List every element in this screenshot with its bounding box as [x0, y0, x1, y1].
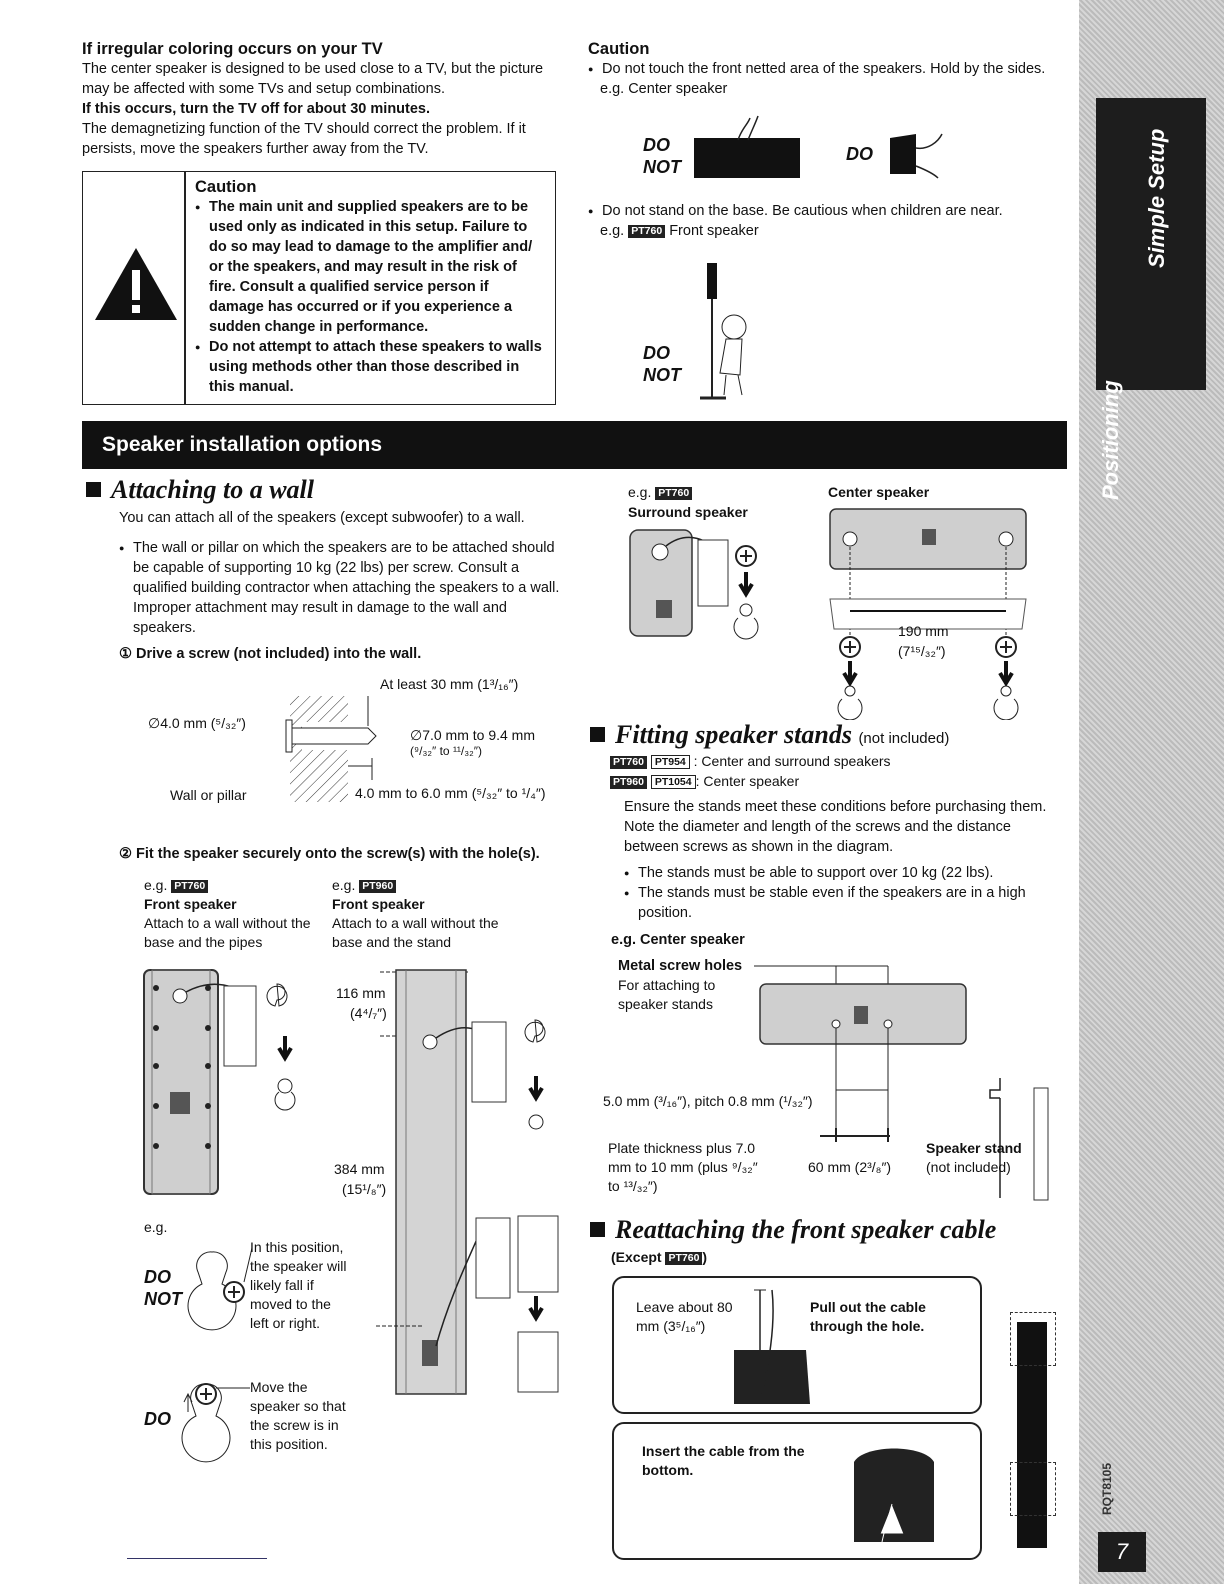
surround-speaker-sketch	[626, 526, 776, 644]
stands-title-note: (not included)	[858, 730, 950, 747]
dim-190: 190 mm	[898, 623, 949, 639]
reattach-insert: Insert the cable from the bottom.	[642, 1443, 805, 1478]
wall-col1	[144, 876, 314, 952]
pt760-tag-col1: PT760	[171, 880, 208, 893]
reattach-step2-box	[612, 1422, 982, 1560]
front-speaker-back-sketch	[142, 966, 302, 1201]
warning-icon	[93, 244, 179, 324]
coloring-p3: The demagnetizing function of the TV should correct the problem. If it persists, move the speakers further away from the TV.	[82, 121, 526, 157]
stands-eg: e.g. Center speaker	[611, 932, 745, 948]
pt960-tag-stands: PT960	[610, 776, 647, 789]
child-on-stand-sketch	[690, 255, 770, 405]
caution-box-title: Caution	[195, 178, 257, 196]
keyhole-wrong-sketch	[184, 1246, 254, 1346]
cable-insert-sketch	[844, 1438, 944, 1548]
stands-bullet-1: ● The stands must be able to support over 10 kg (22 lbs).	[624, 863, 1064, 883]
stands-line2-text: : Center speaker	[695, 773, 800, 789]
stands-line1	[610, 752, 891, 771]
do-label-1: DO	[846, 144, 873, 164]
doc-code: RQT8105	[1100, 1462, 1114, 1515]
holes-text: For attaching to speaker stands	[618, 977, 716, 1012]
wall-title: Attaching to a wall	[111, 475, 314, 504]
stands-title: Fitting speaker stands	[615, 720, 852, 749]
dim-60: 60 mm (2³/₈″)	[808, 1159, 892, 1175]
pt1054-tag: PT1054	[651, 775, 696, 789]
wall-step2: ② Fit the speaker securely onto the screw(s) with the hole(s).	[119, 846, 540, 862]
pt760-tag-stands: PT760	[610, 756, 647, 769]
caution-right-eg2-prefix: e.g.	[600, 223, 625, 239]
col1-text: Attach to a wall without the base and the pipes	[144, 915, 311, 950]
do-text: Move the speaker so that the screw is in this position.	[250, 1379, 346, 1452]
do-not-text: In this position, the speaker will likely fall if moved to the left or right.	[250, 1239, 347, 1331]
dim-384-in: (15¹/₈″)	[342, 1181, 387, 1197]
reattach-leave: Leave about 80 mm (3⁵/₁₆″)	[636, 1299, 733, 1334]
do-not-label-3: DO NOT	[144, 1267, 182, 1309]
stands-line2	[610, 772, 799, 791]
reattach-title: Reattaching the front speaker cable	[615, 1215, 997, 1244]
center-speaker-wall-sketch	[826, 505, 1036, 720]
detail-marker-bottom	[1010, 1462, 1056, 1516]
dim-wall: Wall or pillar	[170, 787, 247, 803]
col2-eg: e.g.	[332, 877, 356, 893]
reattach-heading	[590, 1215, 996, 1245]
cable-pull-sketch	[732, 1286, 812, 1406]
footer-line	[127, 1558, 267, 1559]
wall-bullet	[119, 538, 569, 638]
reattach-except-end: )	[702, 1249, 708, 1265]
dim-116-in: (4⁴/₇″)	[350, 1005, 387, 1021]
stands-bullet-2: ● The stands must be stable even if the speakers are in a high position.	[624, 883, 1064, 923]
caution-item-1: ● The main unit and supplied speakers are to be used only as indicated in this setup. Failure to do so may lead to damage to the amplifier and/ or the speakers, and may result in the risk of fire. Consult a qualified service person if damage has occurred or if you experience a sudden change in performance.	[195, 197, 545, 337]
side-tab-simple-label: Simple Setup	[1144, 128, 1169, 268]
caution-right-2	[588, 201, 1068, 241]
dim-190-in: (7¹⁵/₃₂″)	[898, 643, 946, 659]
side-tab-simple-setup	[1096, 98, 1206, 390]
surround-eg-text: e.g.	[628, 484, 652, 500]
do-label-2: DO	[144, 1409, 171, 1429]
caution-right-item-1: ● Do not touch the front netted area of the speakers. Hold by the sides.	[588, 59, 1068, 79]
holes-title: Metal screw holes	[618, 958, 743, 974]
pt760-tag-surround: PT760	[655, 487, 692, 500]
wall-intro: You can attach all of the speakers (except subwoofer) to a wall.	[119, 510, 525, 526]
dim-pitch: 5.0 mm (³/₁₆″), pitch 0.8 mm (¹/₃₂″)	[603, 1093, 813, 1109]
stand-title: Speaker stand	[926, 1140, 1022, 1156]
dim-dia7-in: (⁹/₃₂″ to ¹¹/₃₂″)	[410, 744, 483, 758]
stands-line1-text: : Center and surround speakers	[693, 753, 891, 769]
col1-eg: e.g.	[144, 877, 168, 893]
caution-item-2: ● Do not attempt to attach these speakers to walls using methods other than those described in this manual.	[195, 337, 545, 397]
dim-384: 384 mm	[334, 1161, 385, 1177]
caution-right-eg1: e.g. Center speaker	[600, 81, 728, 97]
wall-bullet-text: ● The wall or pillar on which the speakers are to be attached should be capable of supporting 10 kg (22 lbs) per screw. Consult a qualified building contractor when attaching the speakers to a wall. Improper attachment may result in damage to the wall and speakers.	[119, 538, 569, 638]
dim-4to6: 4.0 mm to 6.0 mm (⁵/₃₂″ to ¹/₄″)	[355, 785, 546, 801]
reattach-except-text: (Except	[611, 1249, 662, 1265]
coloring-p1: The center speaker is designed to be used close to a TV, but the picture may be affected with some TVs and setup combinations.	[82, 61, 544, 97]
col1-title: Front speaker	[144, 896, 237, 912]
dim-atleast: At least 30 mm (1³/₁₆″)	[380, 676, 519, 692]
coloring-notice	[82, 40, 572, 159]
wall-step1: ① Drive a screw (not included) into the wall.	[119, 646, 422, 662]
wall-col2	[332, 876, 502, 952]
pt760-tag-reattach: PT760	[665, 1252, 702, 1265]
coloring-p2: If this occurs, turn the TV off for about 30 minutes.	[82, 101, 431, 117]
reattach-except	[611, 1248, 707, 1267]
pt960-tag-col2: PT960	[359, 880, 396, 893]
col2-title: Front speaker	[332, 896, 425, 912]
stands-bullets	[624, 863, 1064, 923]
caution-right-title: Caution	[588, 40, 650, 58]
pt760-tag: PT760	[628, 225, 665, 238]
center-label: Center speaker	[828, 484, 930, 500]
do-not-label-1: DO NOT	[643, 135, 681, 177]
surround-eg	[628, 483, 692, 502]
caution-box	[82, 171, 556, 405]
keyhole-right-sketch	[172, 1378, 252, 1468]
stands-heading	[590, 720, 949, 750]
dim-116: 116 mm	[336, 985, 386, 1001]
coloring-title: If irregular coloring occurs on your TV	[82, 40, 383, 58]
page-number: 7	[1098, 1532, 1146, 1572]
reattach-pull: Pull out the cable through the hole.	[810, 1299, 926, 1334]
stands-paragraph: Ensure the stands meet these conditions before purchasing them. Note the diameter and length of the screws and the distance between screws as shown in the diagram.	[624, 799, 1047, 855]
col2-text: Attach to a wall without the base and the stand	[332, 915, 499, 950]
caution-right	[588, 40, 1068, 99]
plate-thickness: Plate thickness plus 7.0 mm to 10 mm (plus ⁹/₃₂″ to ¹³/₃₂″)	[608, 1140, 758, 1194]
stand-note: (not included)	[926, 1159, 1011, 1175]
side-tab-positioning-label: Positioning	[1098, 380, 1123, 500]
caution-right-item-2: ● Do not stand on the base. Be cautious when children are near.	[588, 201, 1068, 221]
do-not-label-2: DO NOT	[643, 343, 681, 385]
caution-right-eg2-suffix: Front speaker	[669, 223, 759, 239]
dim-dia4: ∅4.0 mm (⁵/₃₂″)	[148, 715, 246, 731]
center-speaker-touch-sketch	[690, 112, 810, 182]
speaker-side-hold-sketch	[886, 130, 946, 180]
wall-heading	[86, 475, 314, 505]
detail-marker-top	[1010, 1312, 1056, 1366]
dim-dia7: ∅7.0 mm to 9.4 mm	[410, 727, 536, 743]
wall-eg: e.g.	[144, 1219, 168, 1235]
section-header: Speaker installation options	[82, 421, 1067, 469]
reattach-step1-box	[612, 1276, 982, 1414]
surround-label: Surround speaker	[628, 504, 748, 520]
pt954-tag: PT954	[651, 755, 690, 769]
